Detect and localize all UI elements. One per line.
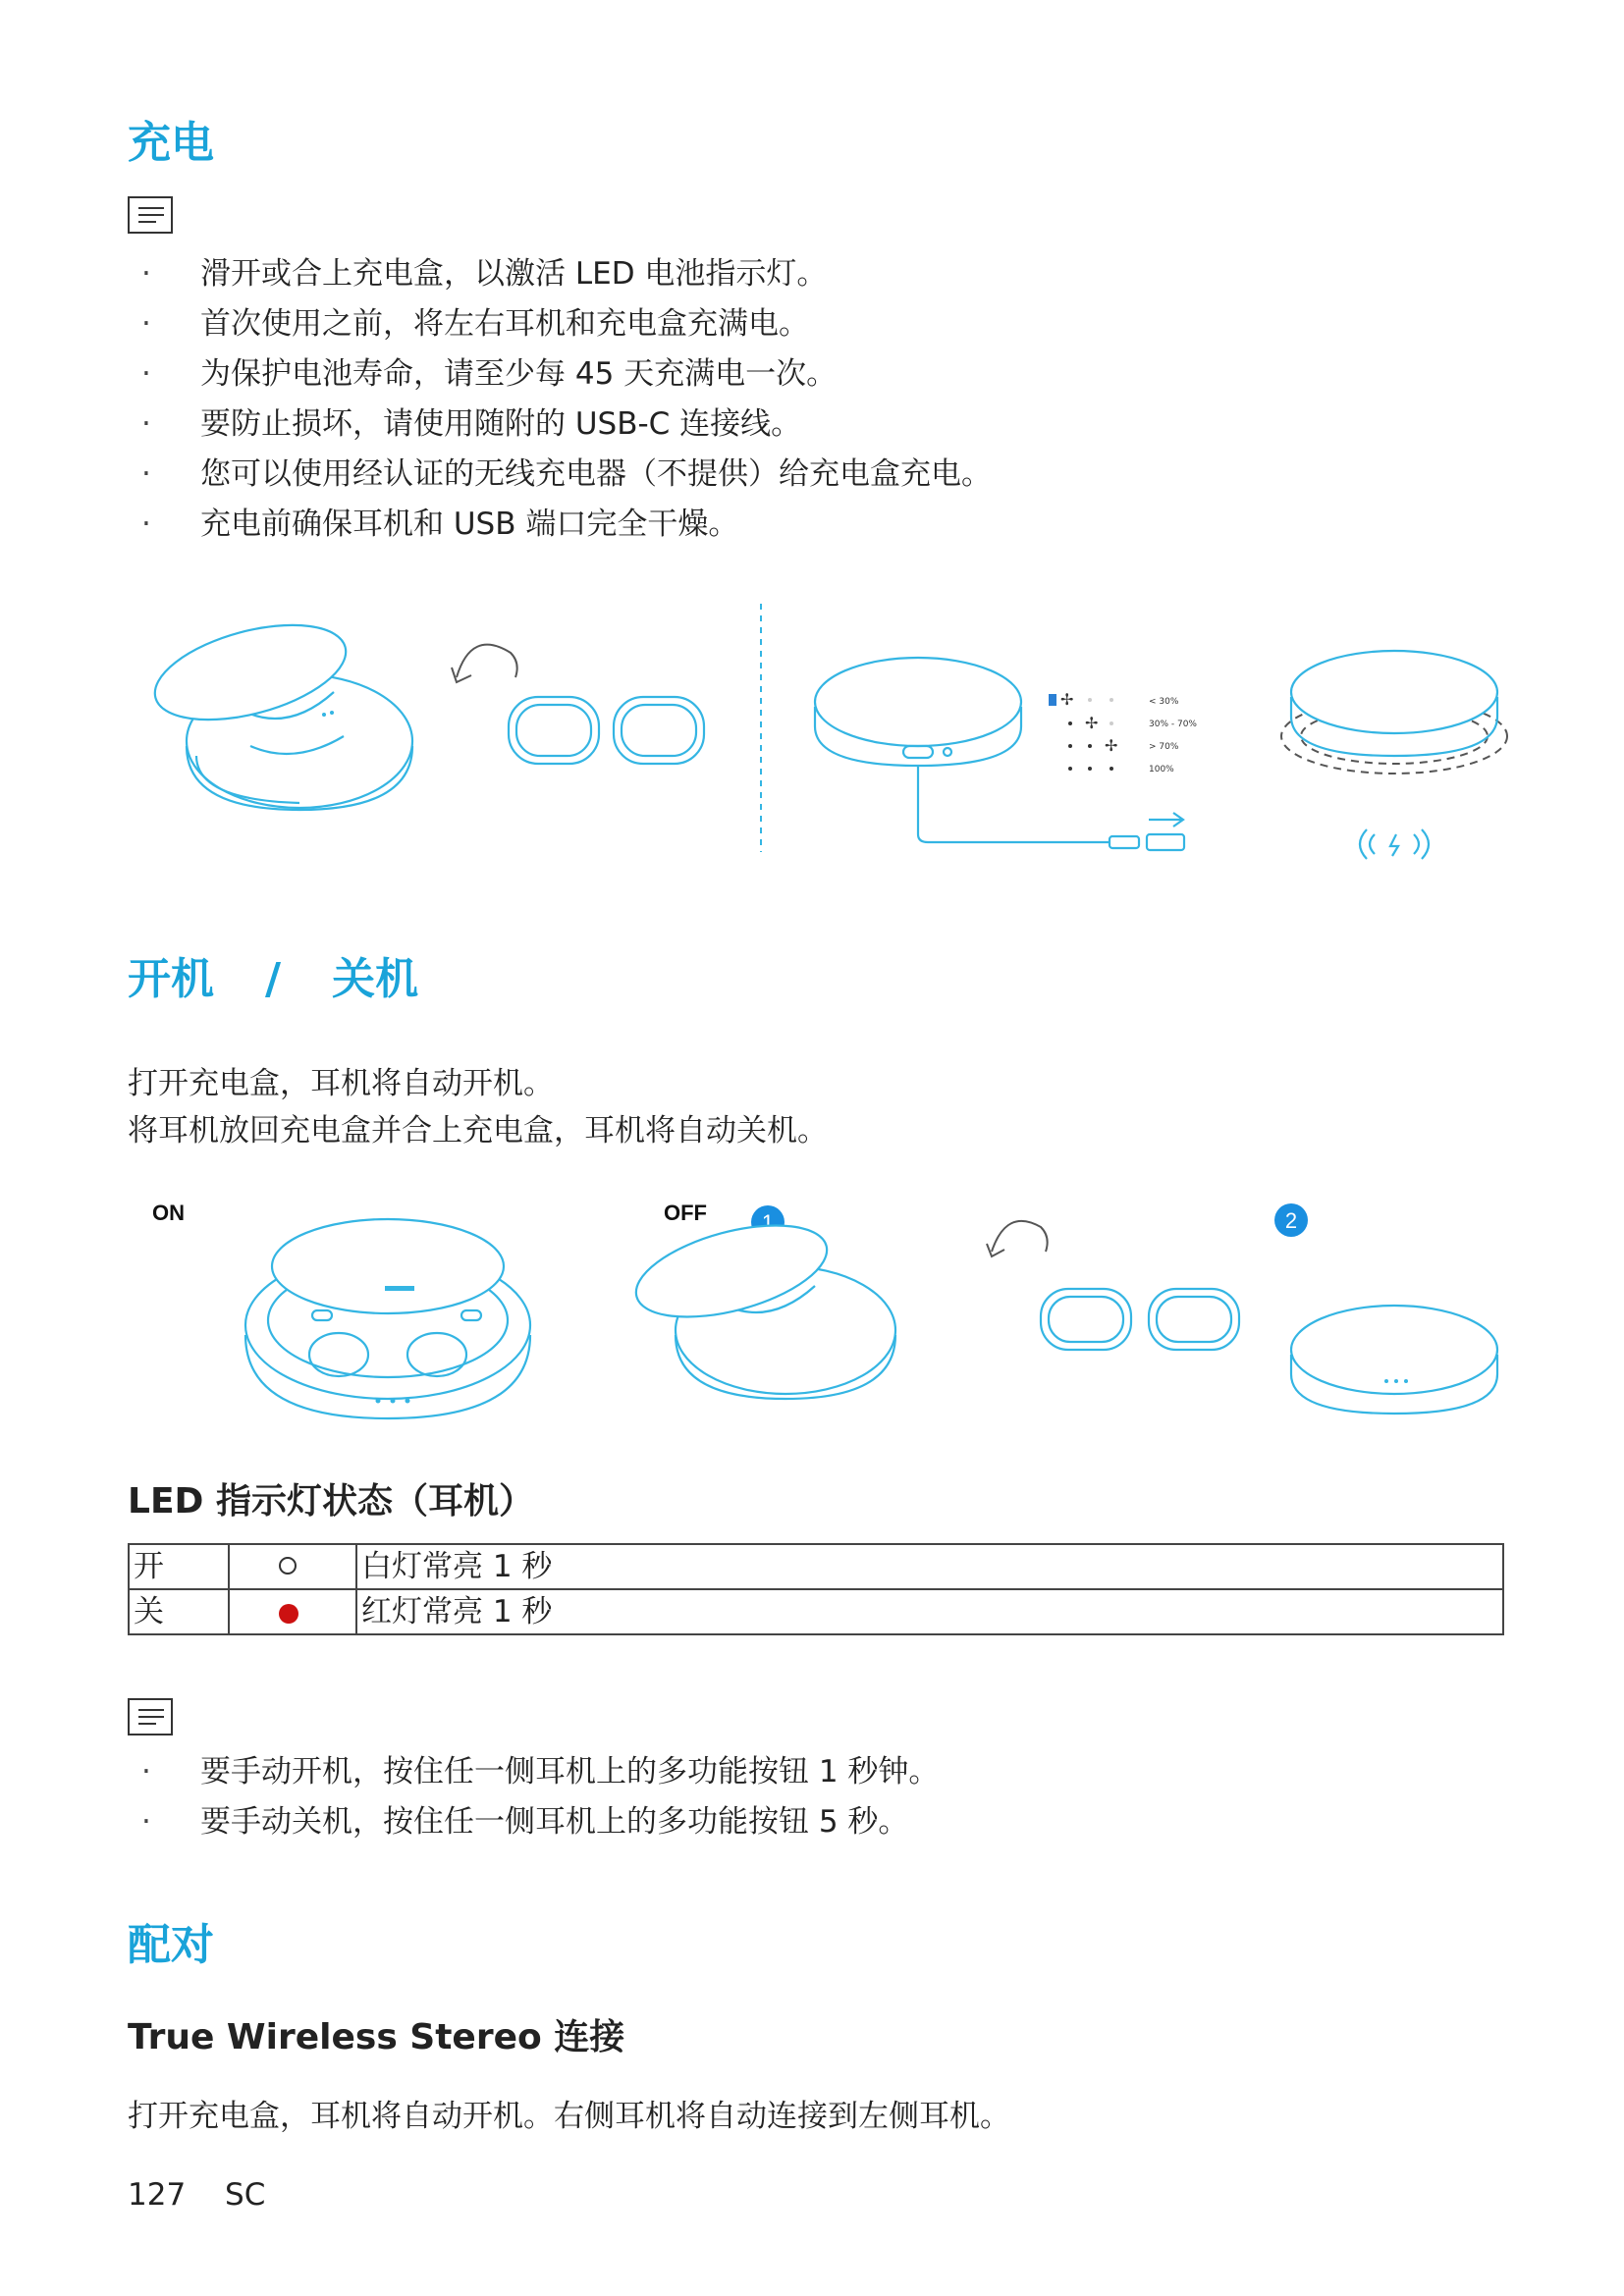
- led-description: 白灯常亮 1 秒: [356, 1544, 1503, 1589]
- list-item: · 为保护电池寿命，请至少每 45 天充满电一次。: [141, 356, 838, 392]
- power-illustration: [128, 1193, 1512, 1438]
- led-indicator: [229, 1589, 356, 1634]
- table-row: [129, 1589, 1503, 1634]
- note-icon: [128, 196, 173, 234]
- language-code: SC: [225, 2177, 266, 2213]
- led-state: 开: [129, 1544, 229, 1589]
- on-label: ON: [152, 1201, 185, 1225]
- charging-title: 充电: [128, 118, 214, 168]
- svg-text:✢: ✢: [1085, 714, 1099, 732]
- table-row: [129, 1544, 1503, 1589]
- led-state: 关: [129, 1589, 229, 1634]
- list-item: · 要手动开机，按住任一侧耳机上的多功能按钮 1 秒钟。: [141, 1754, 940, 1789]
- list-item: · 要手动关机，按住任一侧耳机上的多功能按钮 5 秒。: [141, 1804, 909, 1840]
- list-item: · 您可以使用经认证的无线充电器（不提供）给充电盒充电。: [141, 456, 992, 492]
- red-led-icon: [279, 1604, 298, 1624]
- charging-illustration: [118, 599, 1512, 864]
- list-item: · 首次使用之前，将左右耳机和充电盒充满电。: [141, 306, 809, 342]
- svg-text:1: 1: [761, 1210, 775, 1235]
- led-indicator: [229, 1544, 356, 1589]
- list-item: · 滑开或合上充电盒，以激活 LED 电池指示灯。: [141, 256, 828, 292]
- svg-text:✢: ✢: [1105, 736, 1118, 755]
- battery-level-label: 30% - 70%: [1149, 720, 1197, 729]
- list-item: · 充电前确保耳机和 USB 端口完全干燥。: [141, 507, 739, 542]
- power-title: 开机 / 关机: [128, 954, 419, 1004]
- power-notes: [128, 1747, 939, 1847]
- list-item: · 要防止损坏，请使用随附的 USB-C 连接线。: [141, 406, 802, 442]
- pairing-title: 配对: [128, 1920, 214, 1970]
- pairing-subtitle: True Wireless Stereo 连接: [128, 2017, 625, 2057]
- charging-bullets: [128, 249, 992, 550]
- pairing-text: 打开充电盒，耳机将自动开机。右侧耳机将自动连接到左侧耳机。: [128, 2099, 1010, 2134]
- led-description: 红灯常亮 1 秒: [356, 1589, 1503, 1634]
- led-status-title: LED 指示灯状态（耳机）: [128, 1481, 534, 1522]
- power-description: 打开充电盒，耳机将自动开机。 将耳机放回充电盒并合上充电盒，耳机将自动关机。: [128, 1066, 828, 1148]
- led-status-table: [128, 1543, 1504, 1635]
- battery-indicator-legend: [1049, 690, 1197, 774]
- svg-text:2: 2: [1284, 1208, 1298, 1233]
- off-label: OFF: [664, 1201, 707, 1225]
- battery-level-label: > 70%: [1149, 742, 1179, 752]
- battery-level-label: < 30%: [1149, 697, 1179, 707]
- svg-text:✢: ✢: [1060, 690, 1074, 709]
- page-footer: [128, 2177, 295, 2213]
- note-icon: [128, 1698, 173, 1735]
- white-led-icon: [279, 1557, 297, 1575]
- battery-level-label: 100%: [1149, 765, 1174, 774]
- page-number: 127: [128, 2177, 187, 2213]
